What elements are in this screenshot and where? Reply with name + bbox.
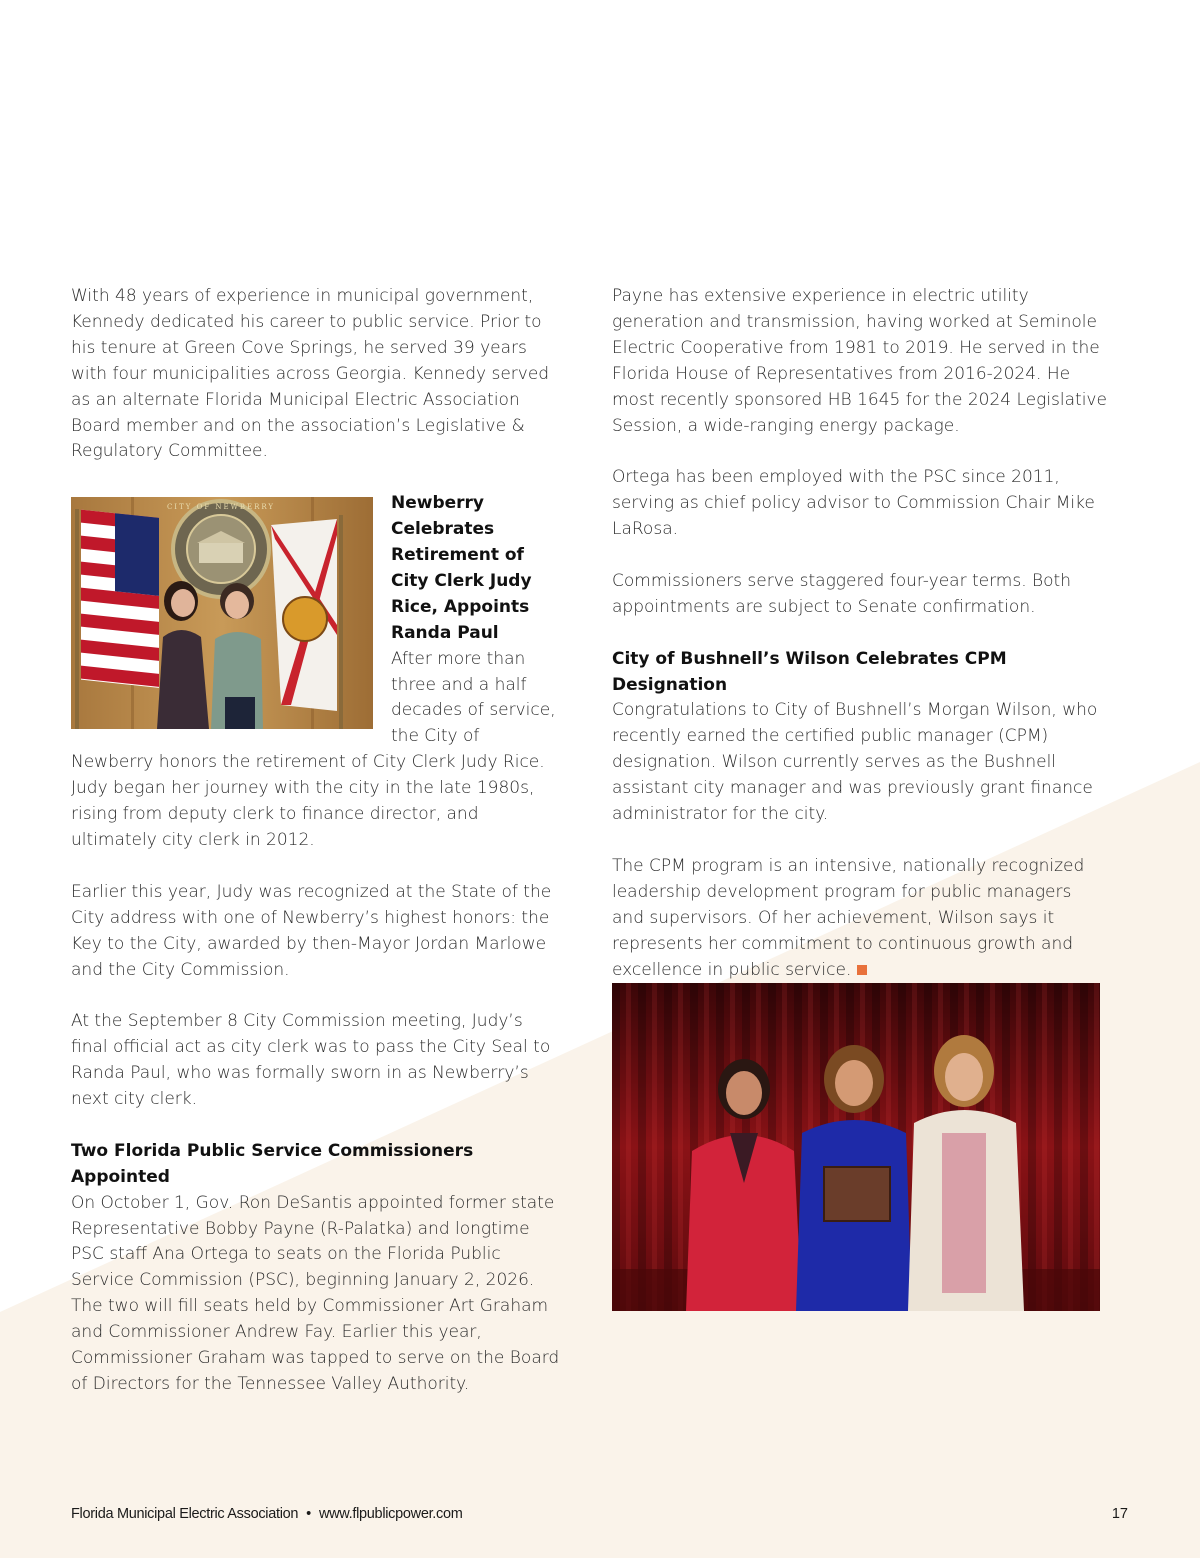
- bushnell-heading: City of Bushnell’s Wilson Celebrates CPM Designation: [612, 648, 1007, 695]
- ortega-paragraph: Ortega has been employed with the PSC since 2011, serving as chief policy advisor to Commission Chair Mike LaRosa.: [612, 467, 1095, 540]
- bushnell-photo: [612, 983, 1100, 1311]
- left-column: [71, 284, 563, 1398]
- newberry-paragraph-2: Earlier this year, Judy was recognized at the State of the City address with one of Newberry’s highest honors: the Key to the City, awarded by then-Mayor Jordan Marlowe and the City Commission.: [71, 881, 552, 980]
- footer-separator: •: [306, 1506, 311, 1522]
- bushnell-paragraph-2-wrap: [612, 854, 1107, 984]
- kennedy-paragraph: With 48 years of experience in municipal government, Kennedy dedicated his career to public service. Prior to his tenure at Green Cove Springs, he served 39 years with four municipalities across Georgia. Kennedy served as an alternate Florida Municipal Electric Association Board member and on the association’s Legislative & Regulatory Committee.: [71, 286, 550, 462]
- psc-heading: Two Florida Public Service Commissioners Appointed: [71, 1140, 474, 1187]
- end-of-article-icon: [857, 965, 867, 975]
- newberry-heading: Newberry Celebrates Retirement of City Clerk Judy Rice, Appoints Randa Paul: [391, 493, 532, 643]
- bushnell-paragraph-2: The CPM program is an intensive, nationally recognized leadership development program for public managers and supervisors. Of her achievement, Wilson says it represents her commitment to continuous growth and excellence in public service.: [612, 855, 1085, 980]
- bushnell-paragraph-1: Congratulations to City of Bushnell’s Morgan Wilson, who recently earned the certified public manager (CPM) designation. Wilson currently serves as the Bushnell assistant city manager and was previously grant finance administrator for the city.: [612, 700, 1098, 825]
- terms-paragraph: Commissioners serve staggered four-year terms. Both appointments are subject to Senate confirmation.: [612, 570, 1071, 617]
- newberry-paragraph-3: At the September 8 City Commission meeting, Judy’s final official act as city clerk was to pass the City Seal to Randa Paul, who was formally sworn in as Newberry’s next city clerk.: [71, 1011, 551, 1110]
- right-column: [612, 284, 1107, 983]
- seal-text: CITY OF NEWBERRY: [166, 503, 276, 512]
- payne-paragraph: Payne has extensive experience in electric utility generation and transmission, having worked at Seminole Electric Cooperative from 1981 to 2019. He served in the Florida House of Representatives from 2016-2024. He most recently sponsored HB 1645 for the 2024 Legislative Session, a wide-ranging energy package.: [612, 286, 1107, 436]
- newberry-photo: [71, 497, 373, 729]
- footer-organization: Florida Municipal Electric Association: [71, 1506, 299, 1522]
- page-number: 17: [1111, 1506, 1128, 1522]
- footer: [71, 1506, 463, 1522]
- newberry-paragraph-1: After more than three and a half decades of service, the City of Newberry honors the retirement of City Clerk Judy Rice. Judy began her journey with the city in the late 1980s, rising from deputy clerk to finance director, and ultimately city clerk in 2012.: [71, 648, 556, 851]
- footer-website: www.flpublicpower.com: [318, 1506, 463, 1522]
- psc-paragraph: On October 1, Gov. Ron DeSantis appointed former state Representative Bobby Payne (R-Palatka) and longtime PSC staff Ana Ortega to seats on the Florida Public Service Commission (PSC), beginning January 2, 2026. The two will fill seats held by Commissioner Art Graham and Commissioner Andrew Fay. Earlier this year, Commissioner Graham was tapped to serve on the Board of Directors for the Tennessee Valley Authority.: [71, 1192, 560, 1394]
